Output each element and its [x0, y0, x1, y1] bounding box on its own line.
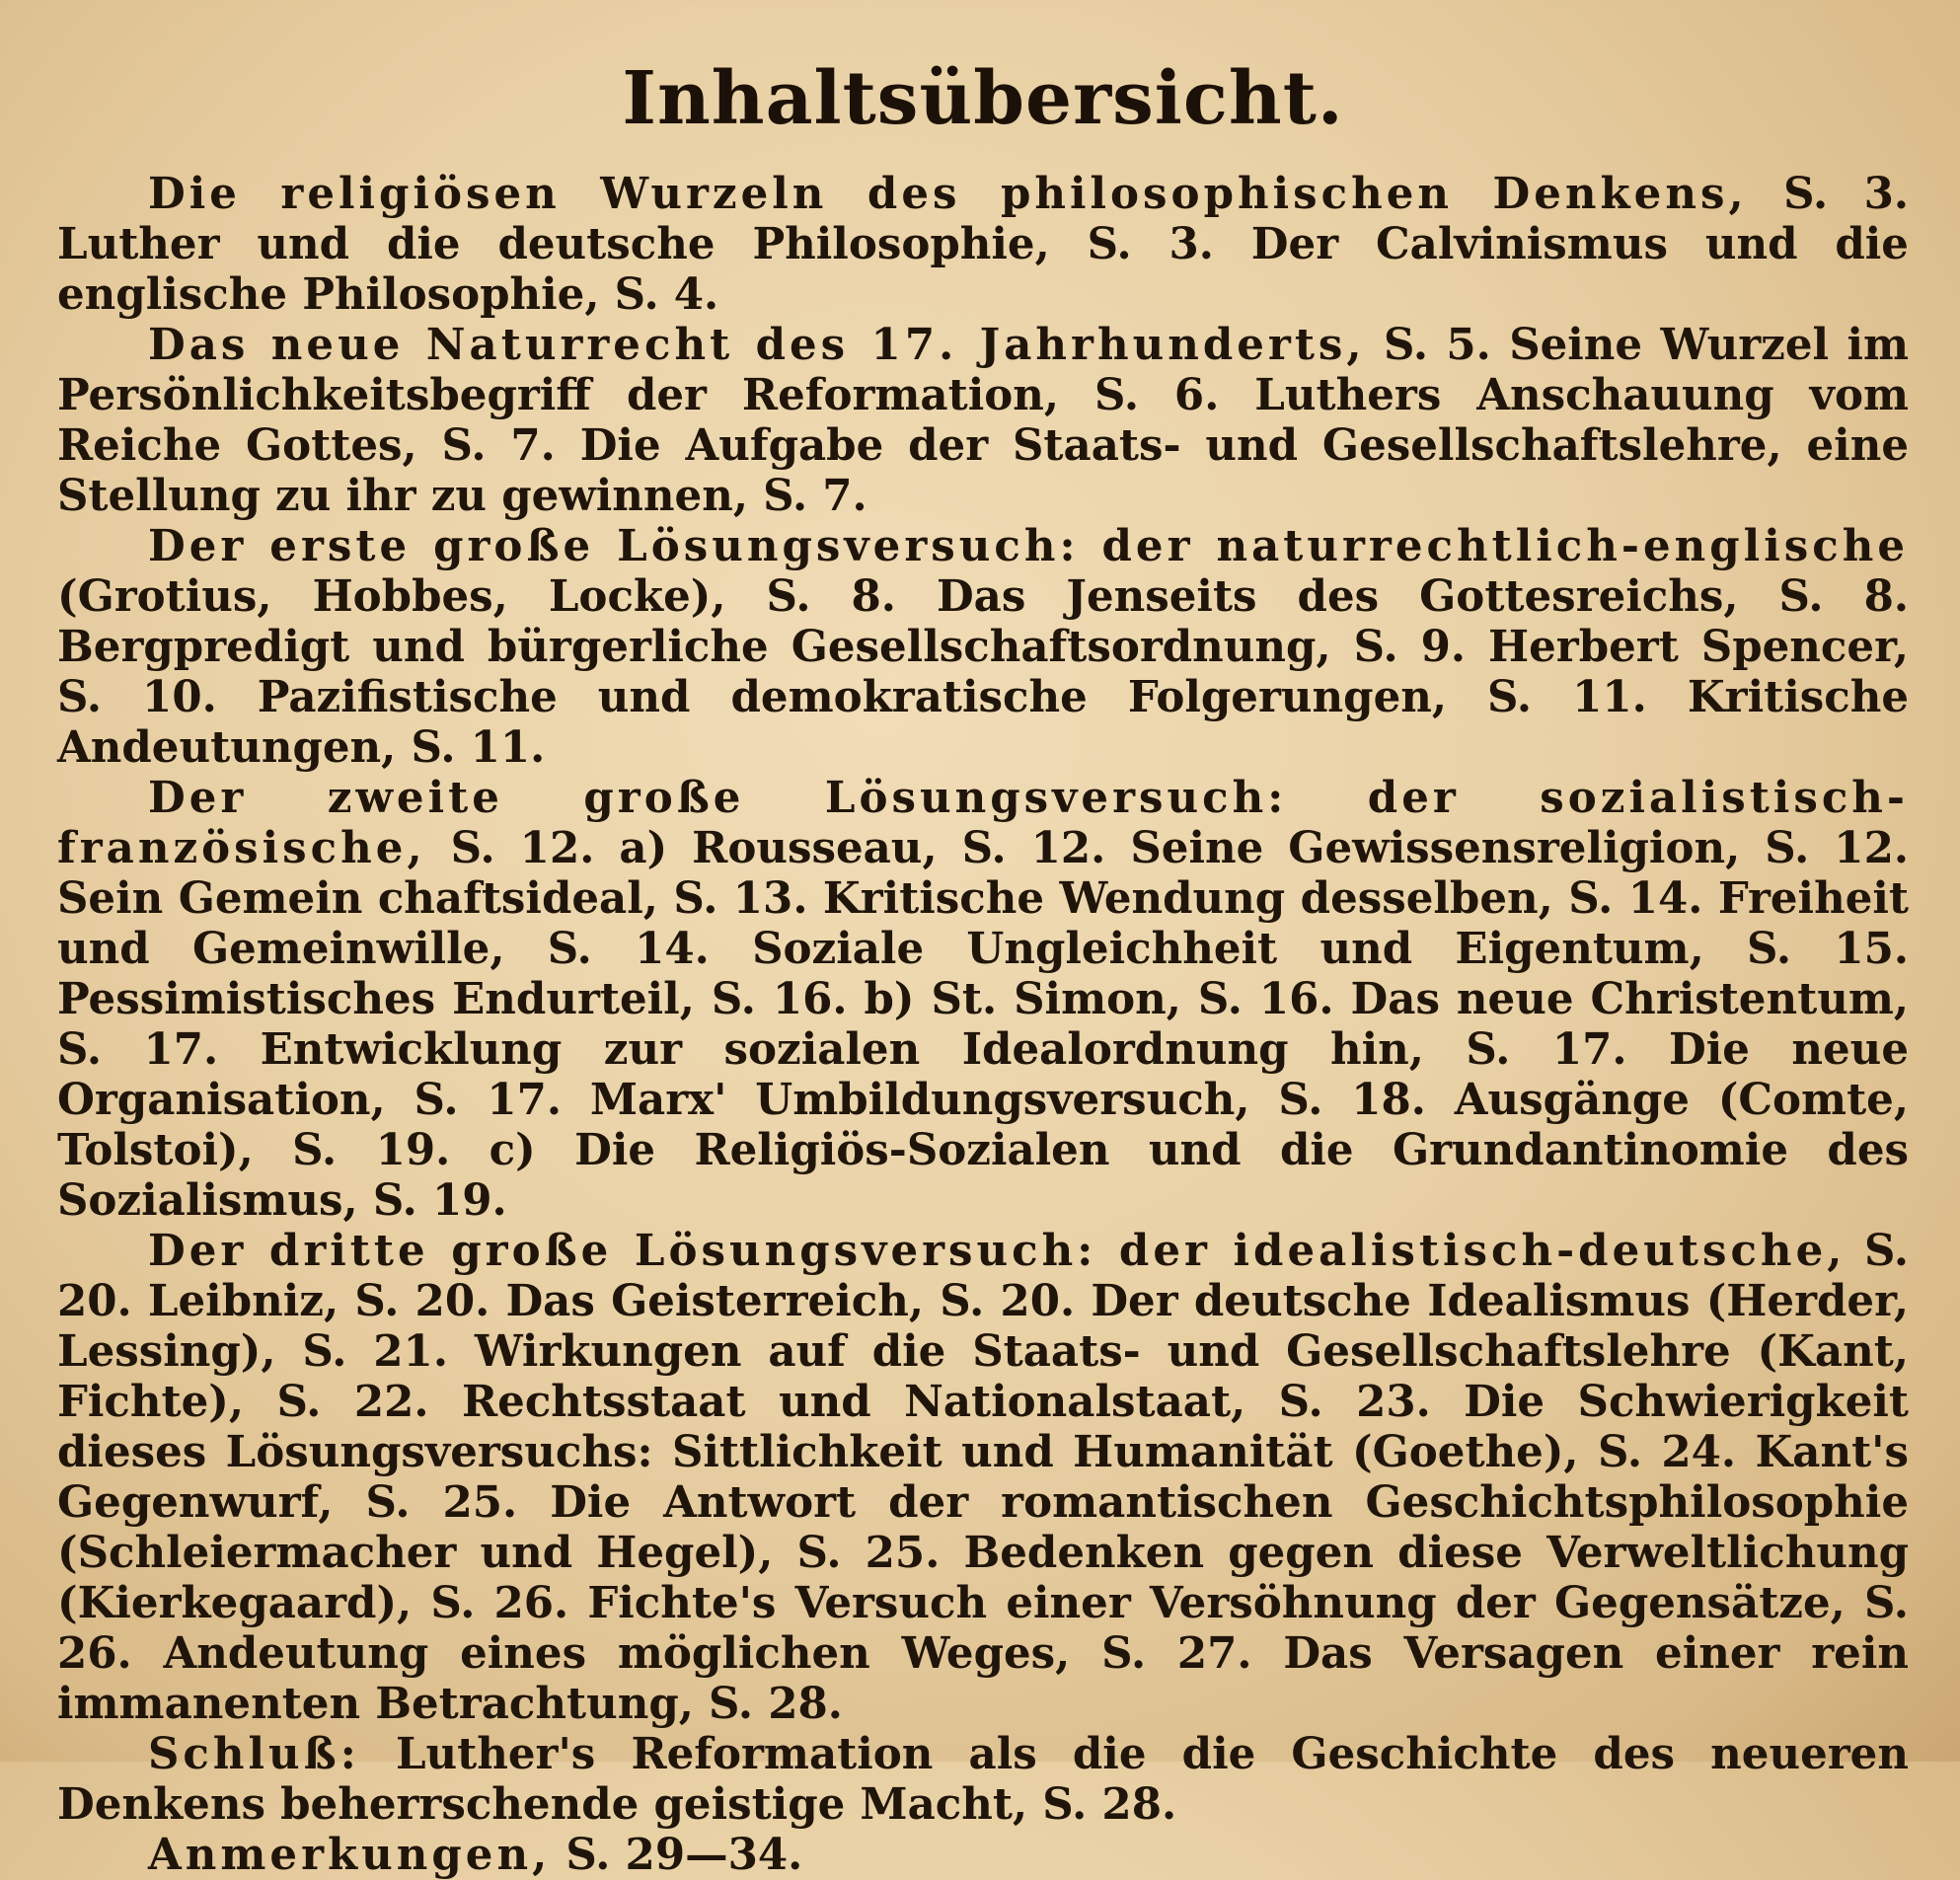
toc-section-3	[57, 521, 1909, 773]
section-text: (Grotius, Hobbes, Locke), S. 8. Das Jenseits des Gottesreichs, S. 8. Bergpredigt und bürgerliche Gesellschaftsordnung, S. 9. Herbert Spencer, S. 10. Pazifistische und demokratische Folgerungen, S. 11. Kritische Andeutungen, S. 11.	[57, 571, 1909, 774]
section-text: S. 5. Seine Wurzel im Persönlichkeitsbegriff der Reformation, S. 6. Luthers Anschauung vom Reiche Gottes, S. 7. Die Aufgabe der Staats- und Gesellschaftslehre, eine Stellung zu ihr zu gewinnen, S. 7.	[57, 320, 1909, 522]
toc-section-1	[57, 169, 1909, 320]
section-text: S. 20. Leibniz, S. 20. Das Geisterreich, S. 20. Der deutsche Idealismus (Herder, Lessing), S. 21. Wirkungen auf die Staats- und Gesellschaftslehre (Kant, Fichte), S. 22. Rechtsstaat und Nationalstaat, S. 23. Die Schwierigkeit dieses Lösungsversuchs: Sittlichkeit und Humanität (Goethe), S. 24. Kant's Gegenwurf, S. 25. Die Antwort der romantischen Geschichtsphilosophie (Schleiermacher und Hegel), S. 25. Bedenken gegen diese Verweltlichung (Kierkegaard), S. 26. Fichte's Versuch einer Versöhnung der Gegensätze, S. 26. Andeutung eines möglichen Weges, S. 27. Das Versagen einer rein immanenten Betrachtung, S. 28.	[57, 1226, 1909, 1730]
toc-section-2	[57, 320, 1909, 521]
section-heading: Der dritte große Lösungsversuch: der idealistisch-deutsche,	[148, 1226, 1847, 1277]
section-text: S. 12. a) Rousseau, S. 12. Seine Gewissensreligion, S. 12. Sein Gemein chaftsideal, S. 13. Kritische Wendung desselben, S. 14. Freiheit und Gemeinwille, S. 14. Soziale Ungleichheit und Eigentum, S. 15. Pessimistisches Endurteil, S. 16. b) St. Simon, S. 16. Das neue Christentum, S. 17. Entwicklung zur sozialen Idealordnung hin, S. 17. Die neue Organisation, S. 17. Marx' Umbildungsversuch, S. 18. Ausgänge (Comte, Tolstoi), S. 19. c) Die Religiös-Sozialen und die Grundantinomie des Sozialismus, S. 19.	[57, 823, 1909, 1227]
toc-section-6	[57, 1729, 1909, 1830]
section-heading: Die religiösen Wurzeln des philosophischen Denkens,	[148, 169, 1748, 220]
section-heading: Das neue Naturrecht des 17. Jahrhunderts,	[148, 320, 1366, 371]
section-heading: Der erste große Lösungsversuch: der naturrechtlich-englische	[148, 521, 1909, 572]
section-heading: Anmerkungen,	[148, 1830, 552, 1880]
section-text: Luther's Reformation als die die Geschichte des neueren Denkens beherrschende geistige Macht, S. 28.	[57, 1729, 1909, 1831]
section-text: S. 3. Luther und die deutsche Philosophie, S. 3. Der Calvinismus und die englische Philosophie, S. 4.	[57, 169, 1909, 321]
toc-section-5	[57, 1226, 1909, 1729]
toc-section-7	[57, 1830, 1909, 1880]
section-heading: Schluß:	[148, 1729, 360, 1780]
section-text: S. 29—34.	[551, 1830, 803, 1880]
page-title: Inhaltsübersicht.	[622, 56, 1344, 141]
section-heading: Der zweite große Lösungsversuch: der sozialistisch-französische,	[57, 773, 1909, 874]
toc-section-4	[57, 773, 1909, 1226]
